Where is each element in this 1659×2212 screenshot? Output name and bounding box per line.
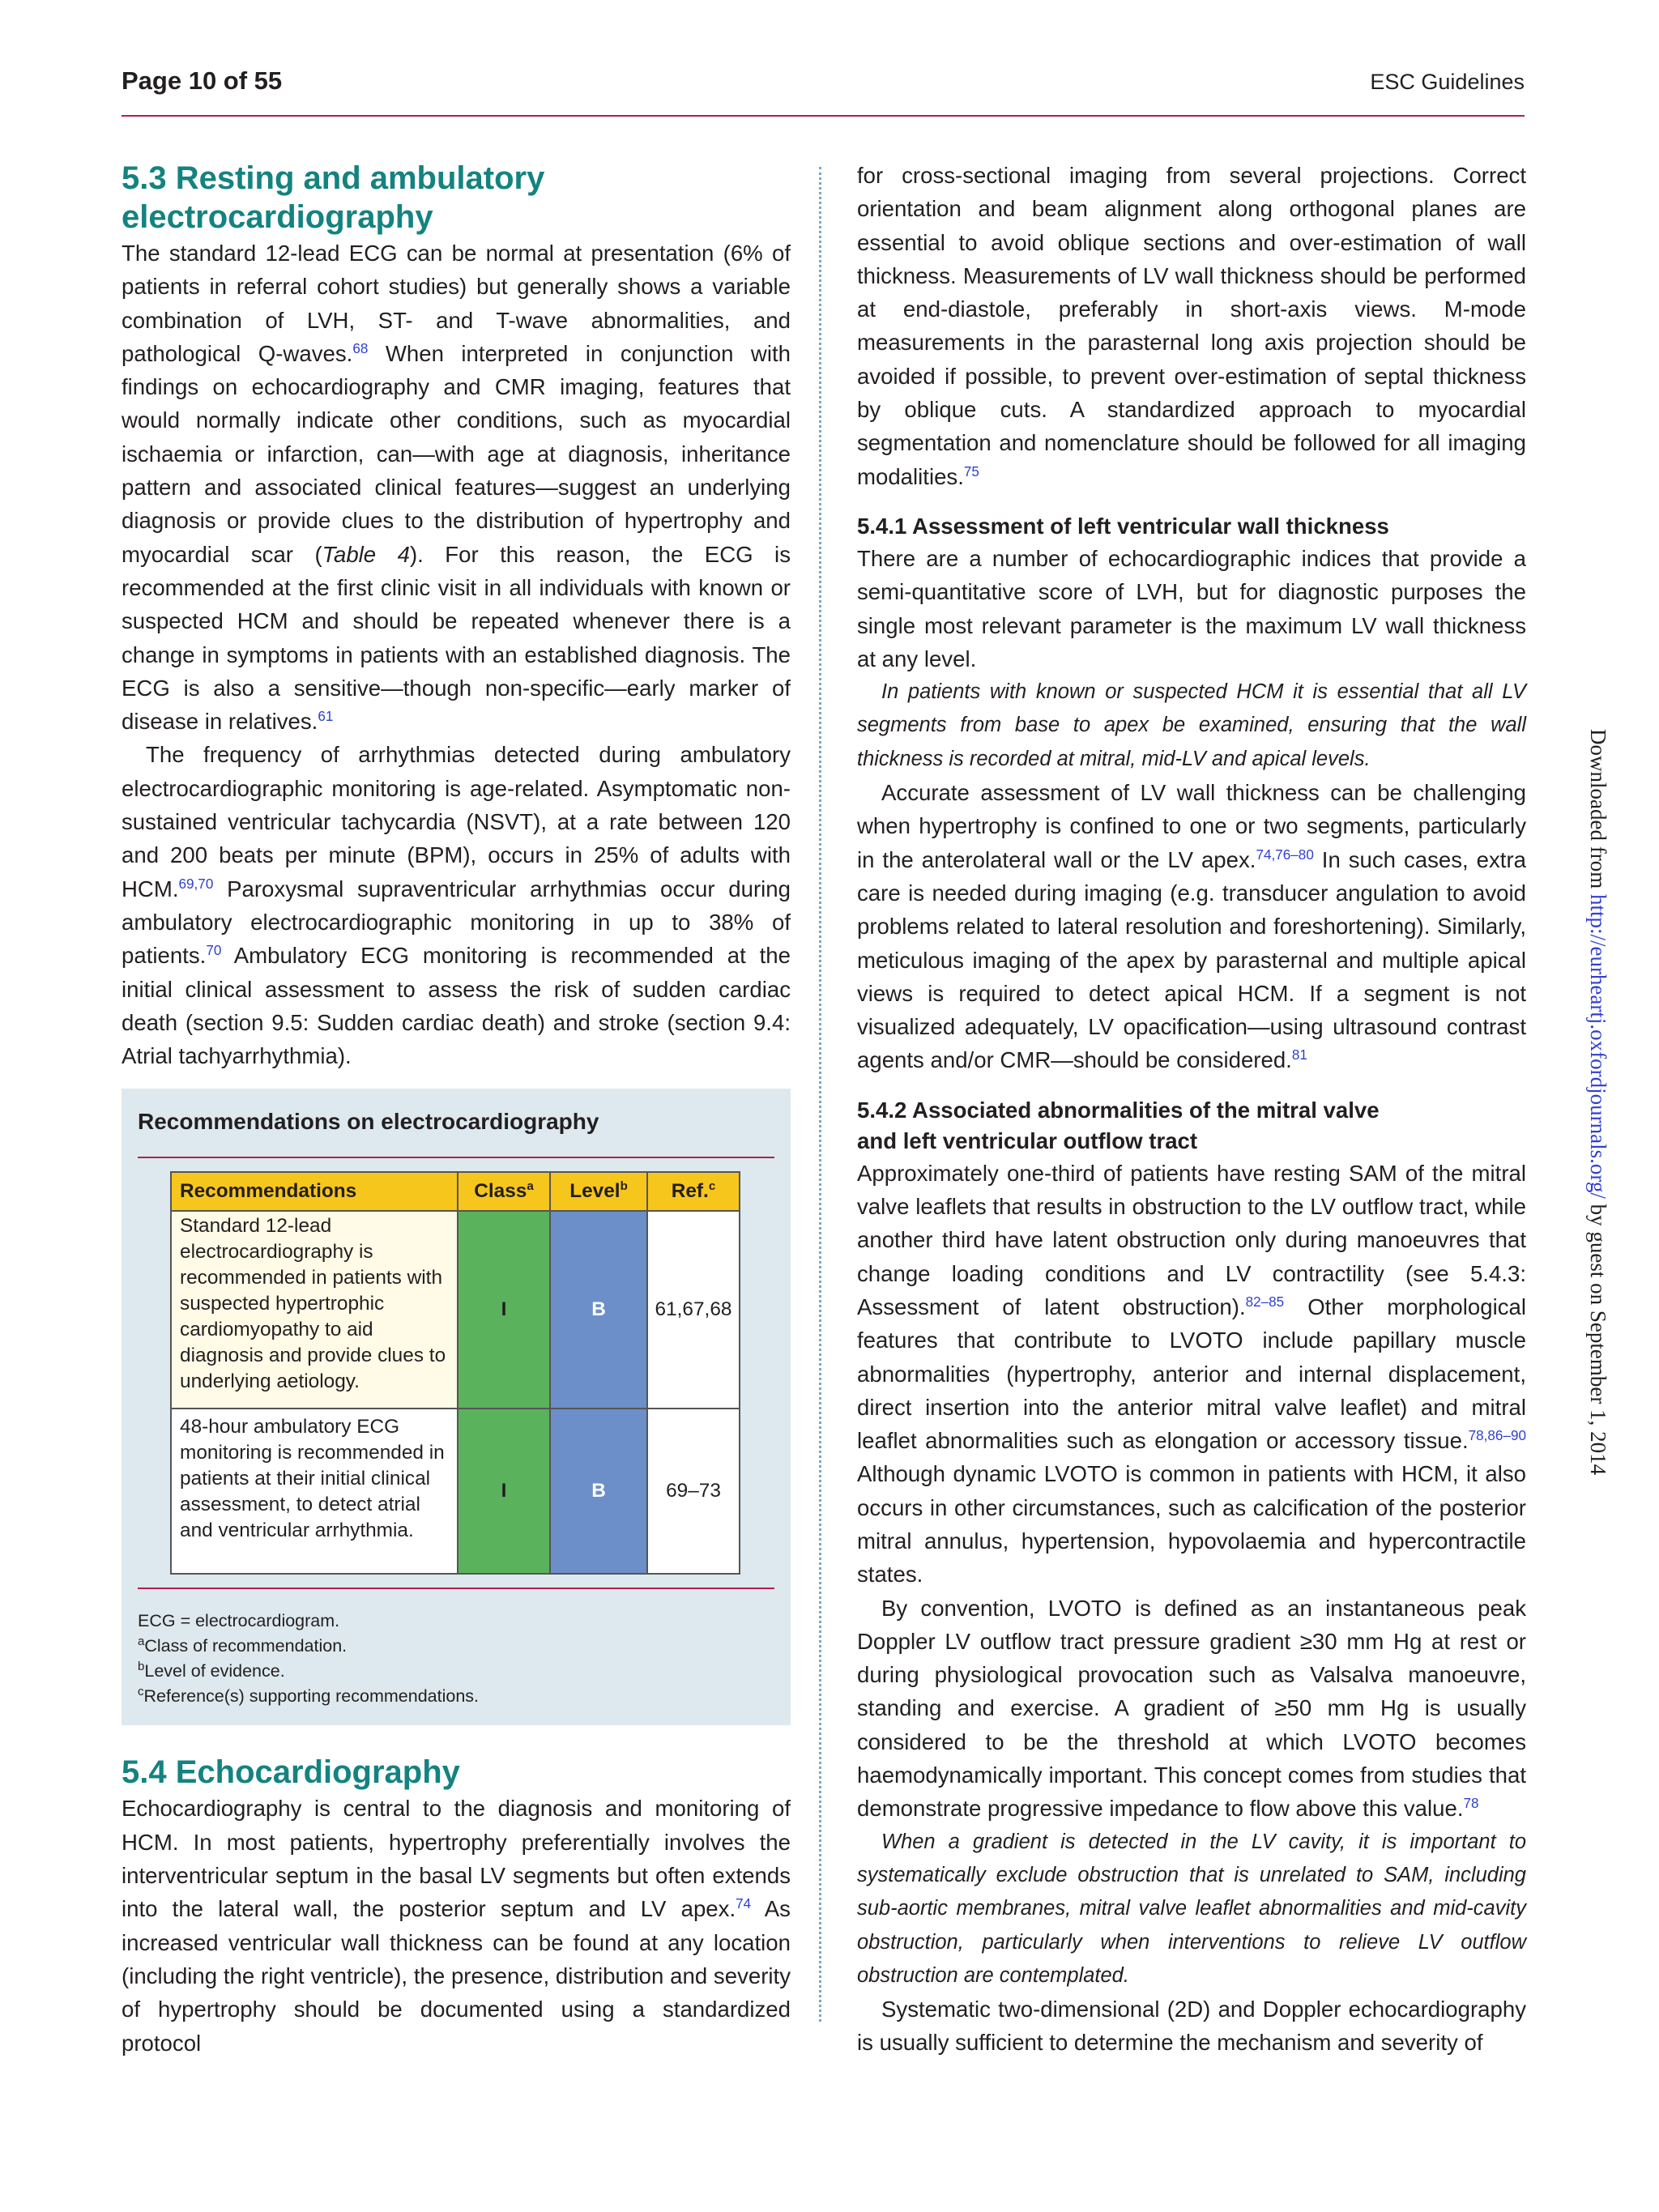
col-header-ref: Ref.$^c$ [647, 1172, 740, 1211]
s541-italic-recommendation: In patients with known or suspected HCM it is essential that all LV segments from base to apex be examined, ensuring that the wall thickness is recorded at mitral, mid-LV and apical levels. [857, 680, 1526, 770]
section-5-4-heading: 5.4 Echocardiography [122, 1754, 460, 1791]
citation-link[interactable]: 74,76–80 [1256, 846, 1314, 863]
footnote-c: $^c$Reference(s) supporting recommendations. [138, 1685, 480, 1707]
col-header-recommendations: Recommendations [171, 1172, 458, 1211]
citation-link[interactable]: 75 [963, 463, 979, 479]
citation-link[interactable]: 81 [1291, 1047, 1307, 1063]
recommendation-text: Standard 12-lead electrocardiography is recommended in patients with suspected hypertrophic cardiomyopathy to aid diagnosis and provide clues to underlying aetiology. [171, 1211, 458, 1409]
s542-paragraph-3: Systematic two-dimensional (2D) and Doppler echocardiography is usually sufficient to determine the mechanism and severity of [857, 1997, 1526, 2056]
table-footnotes [122, 1609, 791, 1709]
s541-paragraph-1: There are a number of echocardiographic indices that provide a semi-quantitative score of LVH, but for diagnostic purposes the single most relevant parameter is the maximum LV wall thickness at any level. [857, 545, 1526, 671]
citation-link[interactable]: 74 [736, 1896, 752, 1912]
header-rule [122, 115, 1525, 117]
left-column [122, 159, 791, 2060]
page-number: Page 10 of 55 [122, 66, 283, 95]
level-cell: B [550, 1409, 647, 1574]
footnote-ecg: ECG = electrocardiogram. [138, 1611, 340, 1631]
ref-cell: 61,67,68 [647, 1211, 740, 1409]
footnote-b: $^b$Level of evidence. [138, 1660, 285, 1681]
citation-link[interactable]: 61 [318, 708, 334, 724]
level-cell: B [550, 1211, 647, 1409]
s542-italic-recommendation: When a gradient is detected in the LV cavity, it is important to systematically exclude obstruction that is unrelated to SAM, including sub-aortic membranes, mitral valve leaflet abnormalities and mid-cavity obstruction, particularly when interventions to relieve LV outflow obstruction are contemplated. [857, 1830, 1526, 1987]
column-divider [819, 167, 821, 2022]
class-cell: I [458, 1409, 550, 1574]
journal-section-label: ESC Guidelines [1370, 70, 1525, 94]
citation-link[interactable]: 69,70 [178, 876, 214, 892]
s542-paragraph-1: Approximately one-third of patients have resting SAM of the mitral valve leaflets that results in obstruction to the LV outflow tract, while another third have latent obstruction only during manoeuvres that change loading conditions and LV contractility (see 5.4.3: Assessment of latent obstruction).$^{82-85}$ Other morphological features that contribute to LVOTO include papillary muscle abnormalities (hypertrophy, anterior and internal displacement, direct insertion into the anterior mitral valve leaflet) and mitral leaflet abnormalities such as elongation or accessory tissue.$^{78,86-90}$ Although dynamic LVOTO is common in patients with HCM, it also occurs in other circumstances, such as calcification of the posterior mitral annulus, hypertension, hypovolaemia and hypercontractile states. [857, 1160, 1526, 1588]
col-header-class: Class$^a$ [458, 1172, 550, 1211]
citation-link[interactable]: 70 [206, 943, 222, 959]
citation-link[interactable]: 82–85 [1245, 1294, 1285, 1310]
table-header-row [171, 1172, 740, 1211]
box-rule-top [138, 1157, 774, 1158]
s541-paragraph-2: Accurate assessment of LV wall thickness can be challenging when hypertrophy is confined to one or two segments, particularly in the anterolateral wall or the LV apex.$^{74,76-80}$ In such cases, extra care is needed during imaging (e.g. transducer angulation to avoid problems related to lateral resolution and foreshortening). Similarly, meticulous imaging of the apex by parasternal and multiple apical views is required to detect apical HCM. If a segment is not visualized adequately, LV opacification—using ultrasound contrast agents and/or CMR—should be considered.$^{81}$ [857, 780, 1527, 1073]
box-rule-bottom [138, 1588, 774, 1589]
section-5-4-1-heading: 5.4.1 Assessment of left ventricular wall thickness [857, 513, 1389, 539]
recommendations-title: Recommendations on electrocardiography [138, 1109, 599, 1135]
s54-paragraph-1: Echocardiography is central to the diagnosis and monitoring of HCM. In most patients, hypertrophy preferentially involves the interventricular septum in the basal LV segments but often extends into the lateral wall, the posterior septum and LV apex.$^{74}$ As increased ventricular wall thickness can be found at any location (including the right ventricle), the presence, distribution and severity of hypertrophy should be documented using a standardized protocol [122, 1796, 791, 2056]
recommendation-text: 48-hour ambulatory ECG monitoring is recommended in patients at their initial clinical assessment, to detect atrial and ventricular arrhythmia. [171, 1409, 458, 1574]
ref-cell: 69–73 [647, 1409, 740, 1574]
recommendations-table [170, 1171, 740, 1575]
section-5-3-heading: 5.3 Resting and ambulatory electrocardiography [122, 160, 545, 235]
table-row [171, 1409, 740, 1574]
footnote-a: $^a$Class of recommendation. [138, 1634, 348, 1656]
col-header-level: Level$^b$ [550, 1172, 647, 1211]
citation-link[interactable]: 68 [352, 340, 369, 356]
class-cell: I [458, 1211, 550, 1409]
table-row [171, 1211, 740, 1409]
citation-link[interactable]: 78 [1463, 1796, 1479, 1812]
s542-paragraph-2: By convention, LVOTO is defined as an instantaneous peak Doppler LV outflow tract pressure gradient ≥30 mm Hg at rest or during physiological provocation such as Valsalva manoeuvre, standing and exercise. A gradient of ≥50 mm Hg is usually considered to be the threshold at which LVOTO becomes haemodynamically important. This concept comes from studies that demonstrate progressive impedance to flow above this value.$^{78}$ [857, 1595, 1526, 1822]
right-column [857, 159, 1526, 2060]
section-5-4-2-heading: 5.4.2 Associated abnormalities of the mitral valve and left ventricular outflow tract [857, 1097, 1380, 1153]
recommendations-box [122, 1089, 791, 1725]
s53-paragraph-1: The standard 12-lead ECG can be normal at presentation (6% of patients in referral cohort studies) but generally shows a variable combination of LVH, ST- and T-wave abnormalities, and pathological Q-waves.$^{68}$ When interpreted in conjunction with findings on echocardiography and CMR imaging, features that would normally indicate other conditions, such as myocardial ischaemia or infarction, can—with age at diagnosis, inheritance pattern and associated clinical features—suggest an underlying diagnosis or provide clues to the distribution of hypertrophy and myocardial scar (Table 4). For this reason, the ECG is recommended at the first clinic visit in all individuals with known or suspected HCM and should be repeated whenever there is a change in symptoms in patients with an established diagnosis. The ECG is also a sensitive—though non-specific—early marker of disease in relatives.$^{61}$ [122, 241, 791, 735]
table-reference: Table 4 [322, 541, 410, 567]
s54-paragraph-1-continued: for cross-sectional imaging from several projections. Correct orientation and beam alignment along orthogonal planes are essential to avoid oblique sections and over-estimation of wall thickness. Measurements of LV wall thickness should be performed at end-diastole, preferably in short-axis views. M-mode measurements in the parasternal long axis projection should be avoided if possible, to prevent over-estimation of septal thickness by oblique cuts. A standardized approach to myocardial segmentation and nomenclature should be followed for all imaging modalities.$^{75}$ [857, 163, 1526, 489]
download-url-link[interactable]: http://eurheartj.oxfordjournals.org/ [1586, 893, 1610, 1199]
citation-link[interactable]: 78,86–90 [1468, 1427, 1526, 1443]
s53-paragraph-2: The frequency of arrhythmias detected during ambulatory electrocardiographic monitoring is age-related. Asymptomatic non-sustained ventricular tachycardia (NSVT), at a rate between 120 and 200 beats per minute (BPM), occurs in 25% of adults with HCM.$^{69,70}$ Paroxysmal supraventricular arrhythmias occur during ambulatory electrocardiographic monitoring in up to 38% of patients.$^{70}$ Ambulatory ECG monitoring is recommended at the initial clinical assessment to assess the risk of sudden cardiac death (section 9.5: Sudden cardiac death) and stroke (section 9.4: Atrial tachyarrhythmia). [122, 742, 791, 1069]
